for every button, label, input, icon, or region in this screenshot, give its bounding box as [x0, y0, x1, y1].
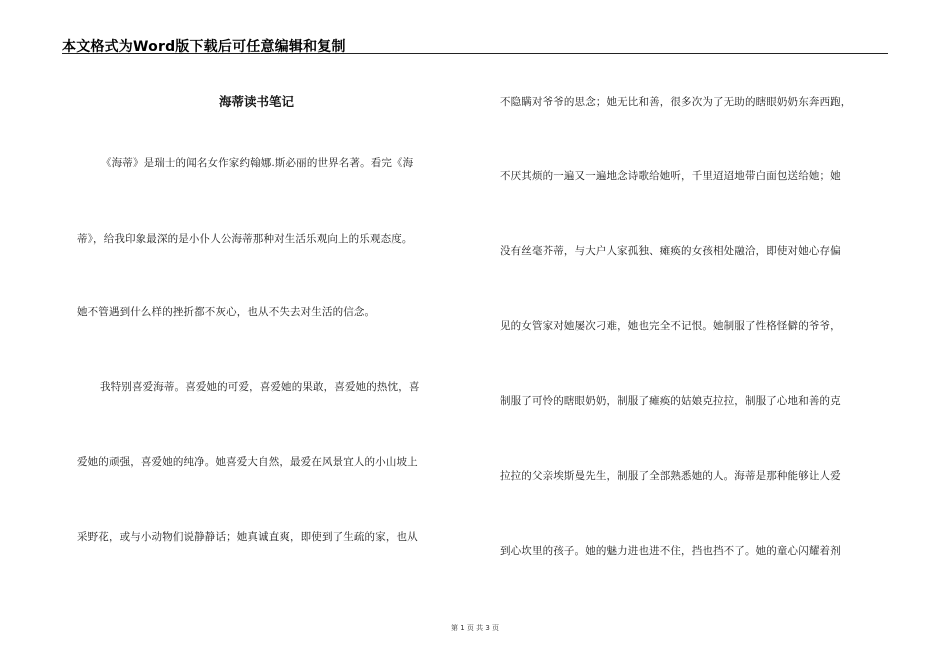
- paragraph-line: 没有丝毫芥蒂，与大户人家孤独、瘫痪的女孩相处融洽，即使对她心存偏: [500, 245, 841, 257]
- paragraph-line: 到心坎里的孩子。她的魅力进也进不住，挡也挡不了。她的童心闪耀着剂: [500, 545, 841, 557]
- header-divider: [62, 53, 888, 54]
- paragraph-line: 制服了可怜的瞎眼奶奶，制服了瘫痪的姑娘克拉拉，制服了心地和善的克: [500, 395, 841, 407]
- paragraph-line: 拉拉的父亲埃斯曼先生，制服了全部熟悉她的人。海蒂是那种能够让人爱: [500, 470, 841, 482]
- paragraph-line: 她不管遇到什么样的挫折都不灰心，也从不失去对生活的信念。: [77, 306, 376, 318]
- page-number: 第 1 页 共 3 页: [450, 624, 500, 632]
- paragraph-line: 《海蒂》是瑞士的闻名女作家约翰娜.斯必丽的世界名著。看完《海: [101, 157, 414, 169]
- paragraph-line: 不隐瞒对爷爷的思念；她无比和善，很多次为了无助的瞎眼奶奶东奔西跑，: [500, 96, 852, 108]
- paragraph-line: 采野花，或与小动物们说静静话；她真诚直爽，即使到了生疏的家，也从: [77, 531, 418, 543]
- paragraph-line: 不厌其烦的一遍又一遍地念诗歌给她听，千里迢迢地带白面包送给她；她: [500, 170, 841, 182]
- paragraph-line: 蒂》，给我印象最深的是小仆人公海蒂那种对生活乐观向上的乐观态度。: [77, 233, 413, 245]
- document-title: 海蒂读书笔记: [219, 94, 295, 109]
- paragraph-line: 爱她的顽强，喜爱她的纯净。她喜爱大自然，最爱在风景宜人的小山坡上: [77, 456, 418, 468]
- paragraph-line: 我特别喜爱海蒂。喜爱她的可爱，喜爱她的果敢，喜爱她的热忱，喜: [100, 381, 420, 393]
- paragraph-line: 见的女管家对她屡次刁难，她也完全不记恨。她制服了性格怪僻的爷爷，: [500, 320, 841, 332]
- header-text: 本文格式为Word版下载后可任意编辑和复制: [62, 39, 346, 55]
